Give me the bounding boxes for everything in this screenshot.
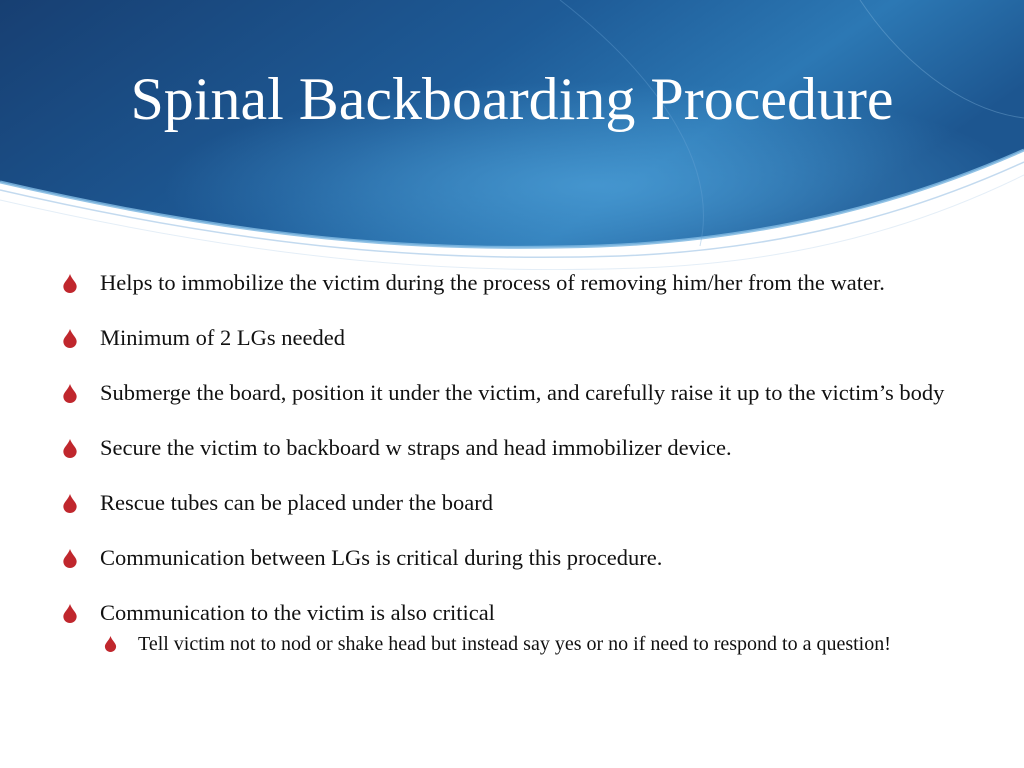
bullet-item <box>58 600 968 656</box>
sub-bullet-list <box>100 632 968 656</box>
teardrop-bullet-icon <box>62 274 78 293</box>
slide-title: Spinal Backboarding Procedure <box>130 66 894 132</box>
bullet-text: Helps to immobilize the victim during the process of removing him/her from the water. <box>100 270 885 295</box>
bullet-text: Communication between LGs is critical during this procedure. <box>100 545 663 570</box>
bullet-text: Secure the victim to backboard w straps and head immobilizer device. <box>100 435 732 460</box>
header-background <box>0 0 1024 270</box>
teardrop-bullet-icon <box>62 329 78 348</box>
bullet-item <box>58 545 968 571</box>
teardrop-bullet-icon <box>62 604 78 623</box>
sub-bullet-text: Tell victim not to nod or shake head but instead say yes or no if need to respond to a question! <box>138 633 891 655</box>
bullet-item <box>58 270 968 296</box>
bullet-item <box>58 490 968 516</box>
bullet-item <box>58 435 968 461</box>
bullet-list <box>58 270 968 685</box>
bullet-text: Communication to the victim is also critical <box>100 600 495 625</box>
bullet-text: Rescue tubes can be placed under the board <box>100 490 493 515</box>
teardrop-bullet-icon <box>104 636 117 652</box>
bullet-item <box>58 380 968 406</box>
bullet-text: Minimum of 2 LGs needed <box>100 325 345 350</box>
bullet-text: Submerge the board, position it under the victim, and carefully raise it up to the victim’s body <box>100 380 945 405</box>
teardrop-bullet-icon <box>62 439 78 458</box>
teardrop-bullet-icon <box>62 549 78 568</box>
bullet-item <box>58 325 968 351</box>
teardrop-bullet-icon <box>62 384 78 403</box>
sub-bullet-item <box>100 632 968 656</box>
teardrop-bullet-icon <box>62 494 78 513</box>
